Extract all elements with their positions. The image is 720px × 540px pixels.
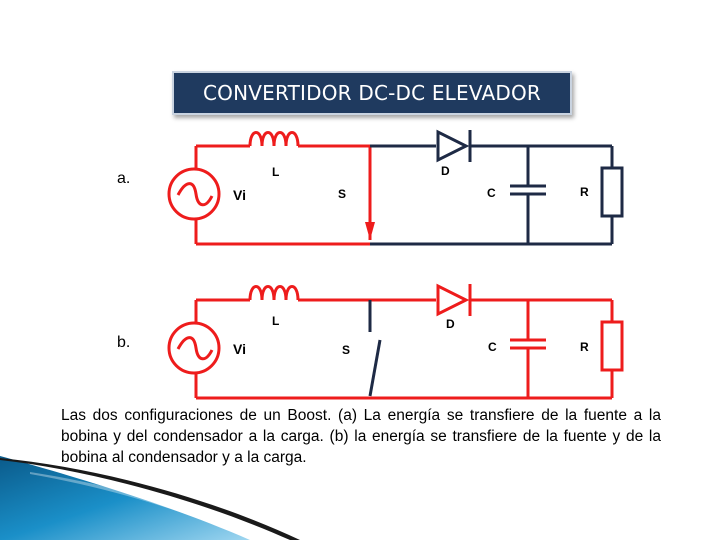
label-c-a: C	[487, 186, 496, 200]
diode-b	[438, 286, 466, 314]
label-s-a: S	[338, 187, 347, 201]
figure-caption: Las dos configuraciones de un Boost. (a) La energía se transfiere de la fuente a la bobina y del condensador a la carga. (b) la energía se transfiere de la fuente y de la bobina al condensador y a la carga.	[61, 407, 661, 466]
label-c-b: C	[488, 340, 497, 354]
source-b	[169, 323, 219, 373]
label-d-b: D	[446, 317, 455, 331]
circuit-b-label: b.	[117, 334, 131, 351]
label-vi-b: Vi	[233, 341, 246, 357]
circuit-a-label: a.	[117, 170, 131, 187]
label-vi-a: Vi	[233, 187, 246, 203]
label-d-a: D	[441, 164, 450, 178]
label-l-a: L	[272, 165, 280, 179]
slide-title-text: CONVERTIDOR DC-DC ELEVADOR	[203, 81, 541, 105]
label-r-a: R	[580, 185, 589, 199]
switch-b	[370, 340, 380, 396]
inductor-b	[250, 287, 298, 301]
label-l-b: L	[272, 314, 280, 328]
label-r-b: R	[580, 340, 589, 354]
resistor-b	[602, 322, 622, 370]
label-s-b: S	[342, 343, 351, 357]
